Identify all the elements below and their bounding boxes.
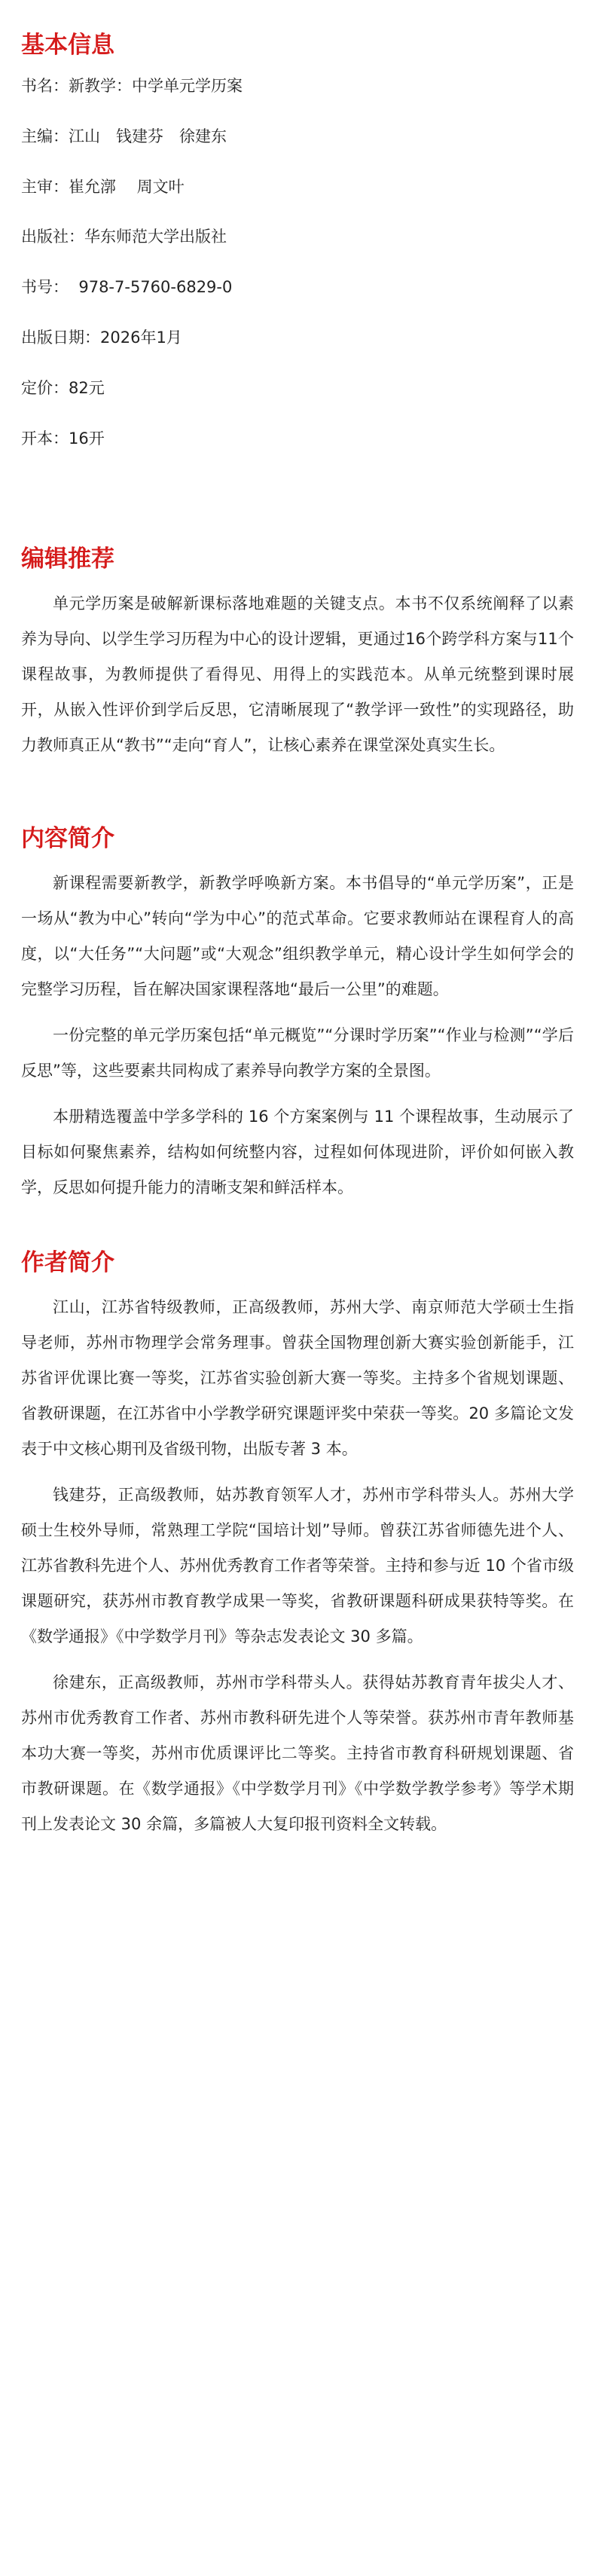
book-title-line: 书名：新教学：中学单元学历案 — [21, 77, 243, 95]
introduction-section — [21, 822, 574, 1205]
chief-editor-line: 主编：江山 钱建芬 徐建东 — [21, 127, 227, 145]
price-line: 定价：82元 — [21, 378, 105, 397]
introduction-paragraph-2: 一份完整的单元学历案包括“单元概览”“分课时学历案”“作业与检测”“学后反思”等，这些要素共同构成了素养导向教学方案的全景图。 — [21, 1026, 574, 1080]
author-jiangshan-paragraph: 江山，江苏省特级教师，正高级教师，苏州大学、南京师范大学硕士生指导老师，苏州市物理学会常务理事。曾获全国物理创新大赛实验创新能手，江苏省评优课比赛一等奖，江苏省实验创新大赛一等奖。主持多个省规划课题、省教研课题，在江苏省中小学教学研究课题评奖中荣获一等奖。20 多篇论文发表于中文核心期刊及省级刊物，出版专著 3 本。 — [21, 1298, 574, 1459]
recommendation-section — [21, 542, 574, 763]
publisher-line: 出版社：华东师范大学出版社 — [21, 228, 227, 246]
publish-date-line: 出版日期：2026年1月 — [21, 328, 182, 347]
recommendation-paragraph: 单元学历案是破解新课标落地难题的关键支点。本书不仅系统阐释了以素养为导向、以学生学习历程为中心的设计逻辑，更通过16个跨学科方案与11个课程故事，为教师提供了看得见、用得上的实践范本。从单元统整到课时展开，从嵌入性评价到学后反思，它清晰展现了“教学评一致性”的实现路径，助力教师真正从“教书”“走向“育人”，让核心素养在课堂深处真实生长。 — [21, 594, 574, 755]
author-xujiandong-paragraph: 徐建东，正高级教师，苏州市学科带头人。获得姑苏教育青年拔尖人才、苏州市优秀教育工作者、苏州市教科研先进个人等荣誉。获苏州市青年教师基本功大赛一等奖，苏州市优质课评比二等奖。主持省市教育科研规划课题、省市教研课题。在《数学通报》《中学数学月刊》《中学数学教学参考》等学术期刊上发表论文 30 余篇，多篇被人大复印报刊资料全文转载。 — [21, 1673, 574, 1834]
basic-info-heading: 基本信息 — [21, 32, 114, 59]
basic-info-section — [21, 29, 574, 453]
format-line: 开本：16开 — [21, 429, 105, 448]
introduction-paragraph-3: 本册精选覆盖中学多学科的 16 个方案案例与 11 个课程故事，生动展示了目标如何聚焦素养，结构如何统整内容，过程如何体现进阶，评价如何嵌入教学，反思如何提升能力的清晰支架和鲜活样本。 — [21, 1108, 574, 1197]
authors-heading: 作者简介 — [21, 1249, 114, 1277]
authors-section — [21, 1246, 574, 1842]
recommendation-heading: 编辑推荐 — [21, 545, 114, 573]
introduction-paragraph-1: 新课程需要新教学，新教学呼唤新方案。本书倡导的“单元学历案”，正是一场从“教为中心”转向“学为中心”的范式革命。它要求教师站在课程育人的高度，以“大任务”“大问题”或“大观念”组织教学单元，精心设计学生如何学会的完整学习历程，旨在解决国家课程落地“最后一公里”的难题。 — [21, 874, 574, 999]
introduction-heading: 内容简介 — [21, 825, 114, 853]
isbn-line: 书号： 978-7-5760-6829-0 — [21, 278, 233, 297]
author-qianjianfen-paragraph: 钱建芬，正高级教师，姑苏教育领军人才，苏州市学科带头人。苏州大学硕士生校外导师，常熟理工学院“国培计划”导师。曾获江苏省师德先进个人、江苏省教科先进个人、苏州优秀教育工作者等荣誉。主持和参与近 10 个省市级课题研究，获苏州市教育教学成果一等奖，省教研课题科研成果获特等奖。在《数学通报》《中学数学月刊》等杂志发表论文 30 多篇。 — [21, 1486, 574, 1646]
chief-reviewer-line: 主审：崔允漷 周文叶 — [21, 177, 185, 196]
